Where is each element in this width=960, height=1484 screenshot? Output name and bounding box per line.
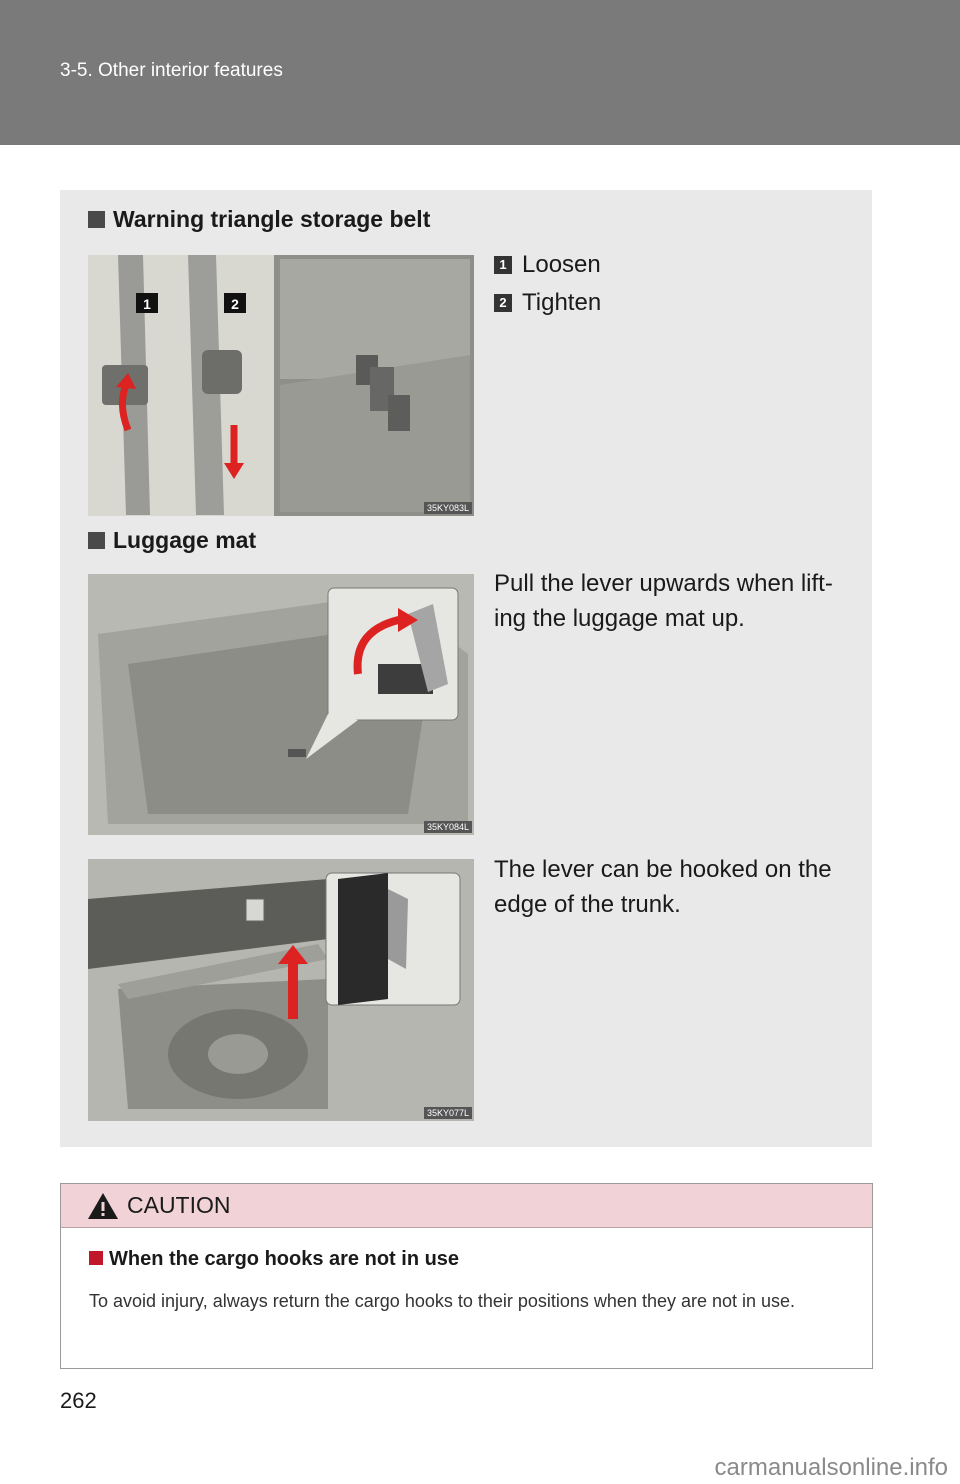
caution-label: CAUTION (127, 1192, 231, 1218)
page-number: 262 (60, 1388, 97, 1413)
legend-item-tighten (494, 289, 601, 317)
section-title: 3-5. Other interior features (60, 60, 283, 81)
warning-triangle-heading-text: Warning triangle storage belt (113, 206, 431, 232)
number-badge: 1 (494, 256, 512, 274)
lever-hooked-figure (88, 859, 474, 1121)
header-band (0, 0, 960, 145)
figure-code: 35KY077L (424, 1107, 472, 1119)
svg-text:1: 1 (143, 296, 151, 312)
legend-label: Tighten (522, 289, 602, 316)
legend-label: Loosen (522, 251, 601, 278)
figure-code: 35KY084L (424, 821, 472, 833)
luggage-mat-instruction-2: The lever can be hooked on the edge of the trunk. (494, 856, 832, 918)
figure-code: 35KY083L (424, 502, 472, 514)
caution-subheading (89, 1248, 459, 1271)
lever-hook-illustration (88, 859, 474, 1121)
caution-box (60, 1183, 873, 1369)
legend-item-loosen (494, 251, 601, 279)
belt-illustration (88, 255, 474, 516)
luggage-mat-instruction-1: Pull the lever upwards when lift-ing the luggage mat up. (494, 570, 833, 632)
caution-body: To avoid injury, always return the cargo hooks to their positions when they are not in use. (89, 1291, 796, 1311)
square-bullet-icon (88, 532, 105, 549)
caution-header (61, 1184, 872, 1228)
luggage-mat-heading-text: Luggage mat (113, 527, 257, 553)
warning-triangle-icon (87, 1192, 119, 1220)
svg-text:2: 2 (231, 296, 239, 312)
caution-subheading-text: When the cargo hooks are not in use (109, 1248, 460, 1270)
number-badge: 2 (494, 294, 512, 312)
watermark: carmanualsonline.info (714, 1454, 948, 1481)
square-bullet-icon (88, 211, 105, 228)
luggage-mat-heading (88, 527, 256, 554)
luggage-mat-lever-figure (88, 574, 474, 835)
red-square-bullet-icon (89, 1251, 103, 1265)
warning-triangle-heading (88, 206, 430, 233)
warning-triangle-belt-figure (88, 255, 474, 516)
trunk-lever-illustration (88, 574, 474, 835)
